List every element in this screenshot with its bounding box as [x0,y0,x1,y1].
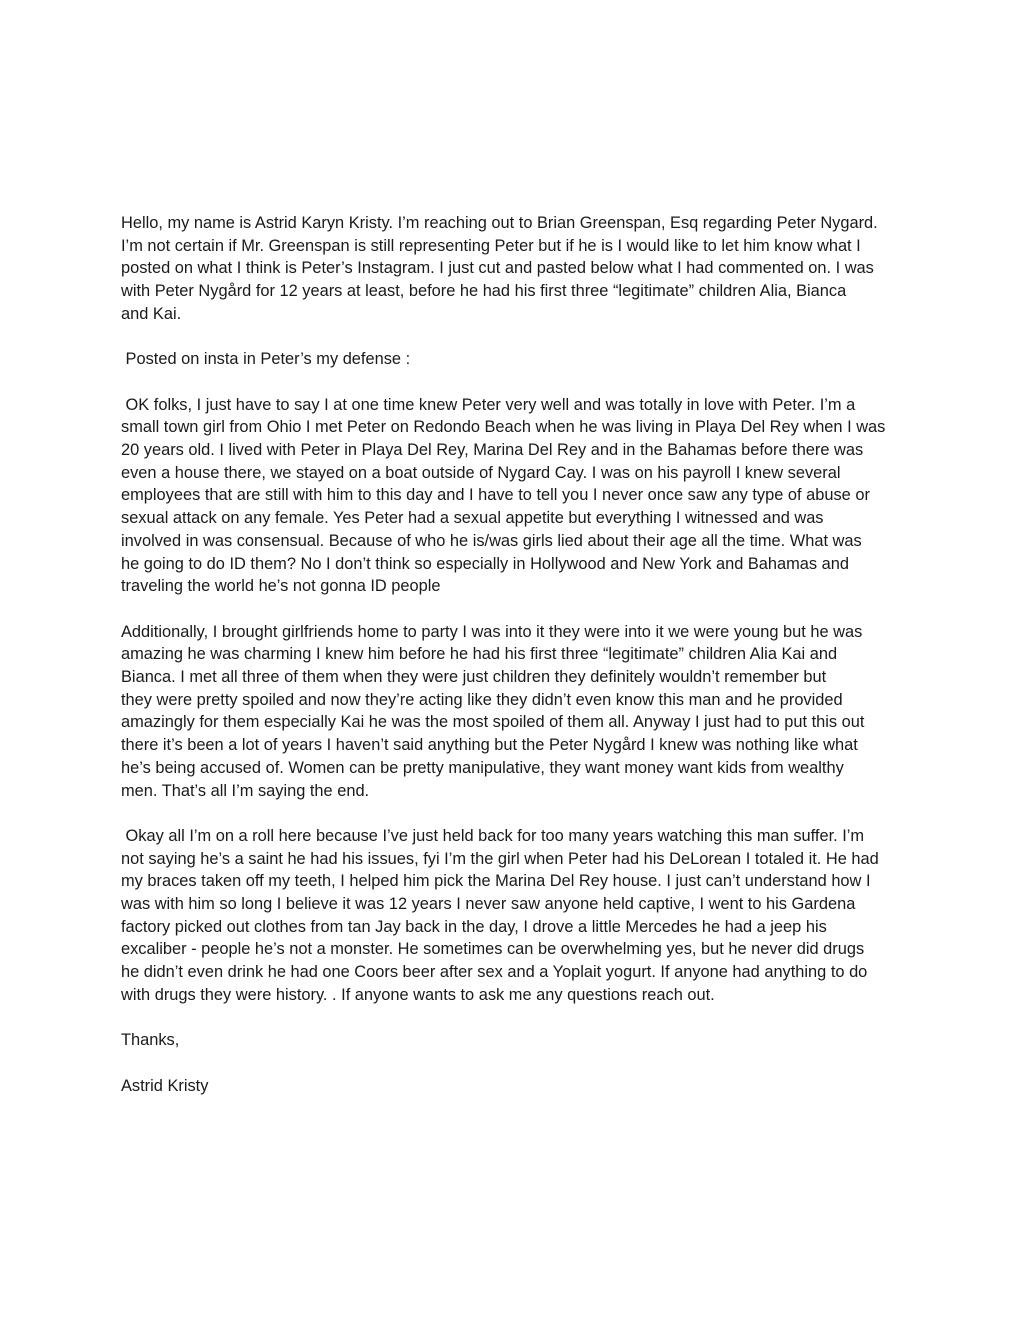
additionally-paragraph [121,621,911,803]
text-line: Okay all I’m on a roll here because I’ve just held back for too many years watching this man suffer. I’m [121,826,865,845]
intro-paragraph [121,212,911,326]
text-line: there it’s been a lot of years I haven’t said anything but the Peter Nygård I knew was nothing like what [121,736,858,755]
posted-heading-paragraph [121,348,911,371]
text-line: he didn’t even drink he had one Coors beer after sex and a Yoplait yogurt. If anyone had anything to do [121,963,868,982]
text-line: my braces taken off my teeth, I helped him pick the Marina Del Rey house. I just can’t understand how I [121,872,871,891]
text-line: factory picked out clothes from tan Jay back in the day, I drove a little Mercedes he had a jeep his [121,917,827,936]
text-line: Hello, my name is Astrid Karyn Kristy. I’m reaching out to Brian Greenspan, Esq regarding Peter Nygard. [121,214,878,232]
text-line: Posted on insta in Peter’s my defense : [121,350,411,369]
signature-paragraph [121,1075,911,1098]
text-line: 20 years old. I lived with Peter in Playa Del Rey, Marina Del Rey and in the Bahamas before there was [121,441,864,459]
text-line: even a house there, we stayed on a boat outside of Nygard Cay. I was on his payroll I knew several [121,463,841,482]
text-line: small town girl from Ohio I met Peter on Redondo Beach when he was living in Playa Del Rey when I was [121,418,886,437]
text-line: involved in was consensual. Because of who he is/was girls lied about their age all the time. What was [121,531,862,550]
text-line: OK folks, I just have to say I at one time knew Peter very well and was totally in love with Peter. I’m a [121,395,856,414]
text-line: Additionally, I brought girlfriends home to party I was into it they were into it we were young but he was [121,622,863,641]
closing-paragraph [121,1029,911,1052]
text-line: sexual attack on any female. Yes Peter had a sexual appetite but everything I witnessed and was [121,509,824,528]
text-line: Bianca. I met all three of them when they were just children they definitely wouldn’t remember but [121,668,827,687]
text-line: he going to do ID them? No I don’t think so especially in Hollywood and New York and Bahamas and [121,554,850,573]
text-line: Thanks, [121,1031,180,1050]
text-line: employees that are still with him to this day and I have to tell you I never once saw any type of abuse or [121,486,870,505]
text-line: amazingly for them especially Kai he was the most spoiled of them all. Anyway I just had to put this out [121,713,865,732]
text-line: with drugs they were history. . If anyone wants to ask me any questions reach out. [121,985,715,1004]
text-line: he’s being accused of. Women can be pretty manipulative, they want money want kids from wealthy [121,758,844,777]
first-post-paragraph [121,394,911,598]
text-line: with Peter Nygård for 12 years at least, before he had his first three “legitimate” children Alia, Bianca [121,282,847,301]
text-line: men. That’s all I’m saying the end. [121,781,370,800]
text-line: was with him so long I believe it was 12 years I never saw anyone held captive, I went to his Gardena [121,895,856,914]
letter-body [121,212,911,1120]
text-line: traveling the world he’s not gonna ID people [121,577,441,596]
text-line: not saying he’s a saint he had his issues, fyi I’m the girl when Peter had his DeLorean I totaled it. He had [121,849,879,868]
text-line: and Kai. [121,304,182,323]
text-line: excaliber - people he’s not a monster. He sometimes can be overwhelming yes, but he never did drugs [121,940,865,959]
okay-paragraph [121,825,911,1007]
text-line: I’m not certain if Mr. Greenspan is still representing Peter but if he is I would like to let him know what I [121,236,861,255]
text-line: amazing he was charming I knew him before he had his first three “legitimate” children Alia Kai and [121,645,838,664]
text-line: they were pretty spoiled and now they’re acting like they didn’t even know this man and he provided [121,690,843,709]
text-line: posted on what I think is Peter’s Instagram. I just cut and pasted below what I had commented on. I was [121,259,874,278]
signature-name: Astrid Kristy [121,1076,209,1095]
